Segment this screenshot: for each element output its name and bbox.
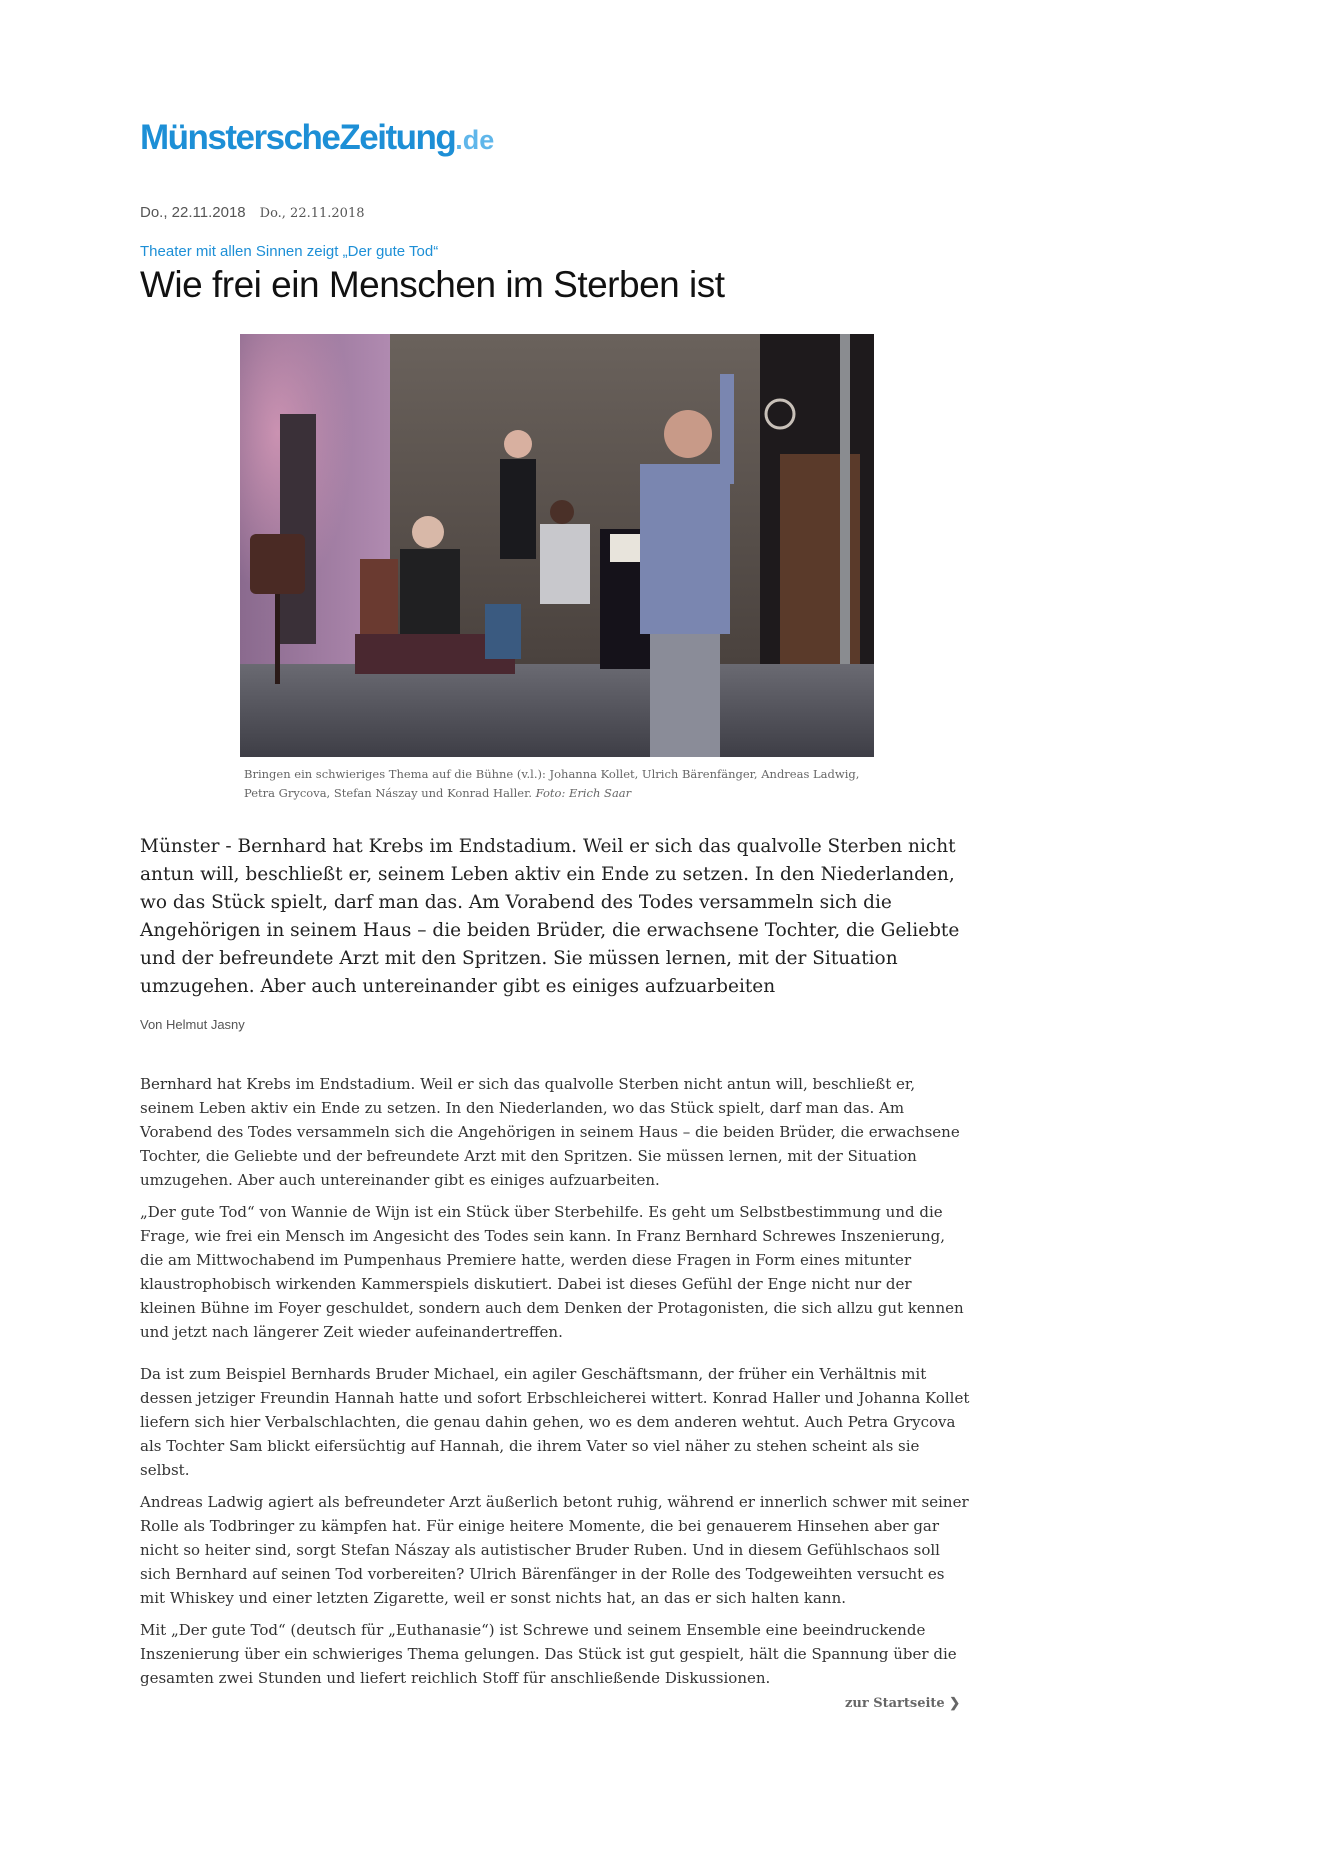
home-link[interactable] [845,1696,960,1711]
publish-date-secondary: Do., 22.11.2018 [259,206,365,221]
stage-photo-illustration [240,334,874,757]
article-body [140,1072,970,1698]
publish-date: Do., 22.11.2018 [140,204,246,221]
article-dates [140,204,365,221]
article-paragraph: Da ist zum Beispiel Bernhards Bruder Michael, ein agiler Geschäftsmann, der früher ein Verhältnis mit dessen jetziger Freundin Hannah hatte und sofort Erbschleicherei wittert. Konrad Haller und Johanna Kollet liefern sich hier Verbalschlachten, die genau dahin gehen, wo es dem anderen wehtut. Auch Petra Grycova als Tochter Sam blickt eifersüchtig auf Hannah, die ihrem Vater so viel näher zu stehen scheint als sie selbst. [140,1365,970,1479]
article-headline: Wie frei ein Menschen im Sterben ist [140,264,725,305]
article-paragraph: Bernhard hat Krebs im Endstadium. Weil er sich das qualvolle Sterben nicht antun will, beschließt er, seinem Leben aktiv ein Ende zu setzen. In den Niederlanden, wo das Stück spielt, darf man das. Am Vorabend des Todes versammeln sich die Angehörigen in seinem Haus – die beiden Brüder, die erwachsene Tochter, die Geliebte und der befreundete Arzt mit den Spritzen. Sie müssen lernen, mit der Situation umzugehen. Aber auch untereinander gibt es einiges aufzuarbeiten. [140,1075,960,1189]
article-kicker: Theater mit allen Sinnen zeigt „Der gute Tod“ [140,243,439,260]
article-paragraph: Mit „Der gute Tod“ (deutsch für „Euthanasie“) ist Schrewe und seinem Ensemble eine beeindruckende Inszenierung über ein schwieriges Thema gelungen. Das Stück ist gut gespielt, hält die Spannung über die gesamten zwei Stunden und liefert reichlich Stoff für anschließende Diskussionen. [140,1621,957,1687]
article-paragraph: Andreas Ladwig agiert als befreundeter Arzt äußerlich betont ruhig, während er innerlich schwer mit seiner Rolle als Todbringer zu kämpfen hat. Für einige heitere Momente, die bei genauerem Hinsehen aber gar nicht so heiter sind, sorgt Stefan Nászay als autistischer Bruder Ruben. Und in diesem Gefühlschaos soll sich Bernhard auf seinen Tod vorbereiten? Ulrich Bärenfänger in der Rolle des Todgeweihten versucht es mit Whiskey und einer letzten Zigarette, weil er sonst nichts hat, an das er sich halten kann. [140,1493,969,1607]
caption-text: Bringen ein schwieriges Thema auf die Bühne (v.l.): Johanna Kollet, Ulrich Bärenfänger, Andreas Ladwig, Petra Grycova, Stefan Nászay und Konrad Haller. [244,767,860,800]
photo-caption [244,765,884,803]
article-lead: Münster - Bernhard hat Krebs im Endstadium. Weil er sich das qualvolle Sterben nicht antun will, beschließt er, seinem Leben aktiv ein Ende zu setzen. In den Niederlanden, wo das Stück spielt, darf man das. Am Vorabend des Todes versammeln sich die Angehörigen in seinem Haus – die beiden Brüder, die erwachsene Tochter, die Geliebte und der befreundete Arzt mit den Spritzen. Sie müssen lernen, mit der Situation umzugehen. Aber auch untereinander gibt es einiges aufzuarbeiten [140,836,960,997]
article-photo [240,334,874,757]
photo-credit: Foto: Erich Saar [535,786,632,800]
article-paragraph: „Der gute Tod“ von Wannie de Wijn ist ein Stück über Sterbehilfe. Es geht um Selbstbestimmung und die Frage, wie frei ein Mensch im Angesicht des Todes sein kann. In Franz Bernhard Schrewes Inszenierung, die am Mittwochabend im Pumpenhaus Premiere hatte, werden diese Fragen in Form eines mitunter klaustrophobisch wirkenden Kammerspiels diskutiert. Dabei ist dieses Gefühl der Enge nicht nur der kleinen Bühne im Foyer geschuldet, sondern auch dem Denken der Protagonisten, die sich allzu gut kennen und jetzt nach längerer Zeit wieder aufeinandertreffen. [140,1203,964,1341]
brand-logo[interactable] [140,118,494,158]
article-author: Von Helmut Jasny [140,1017,245,1032]
brand-logo-main: MünsterscheZeitung [140,118,456,157]
brand-logo-tld: .de [455,125,495,155]
home-link-label: zur Startseite [845,1696,945,1711]
chevron-right-icon: ❯ [949,1696,961,1711]
